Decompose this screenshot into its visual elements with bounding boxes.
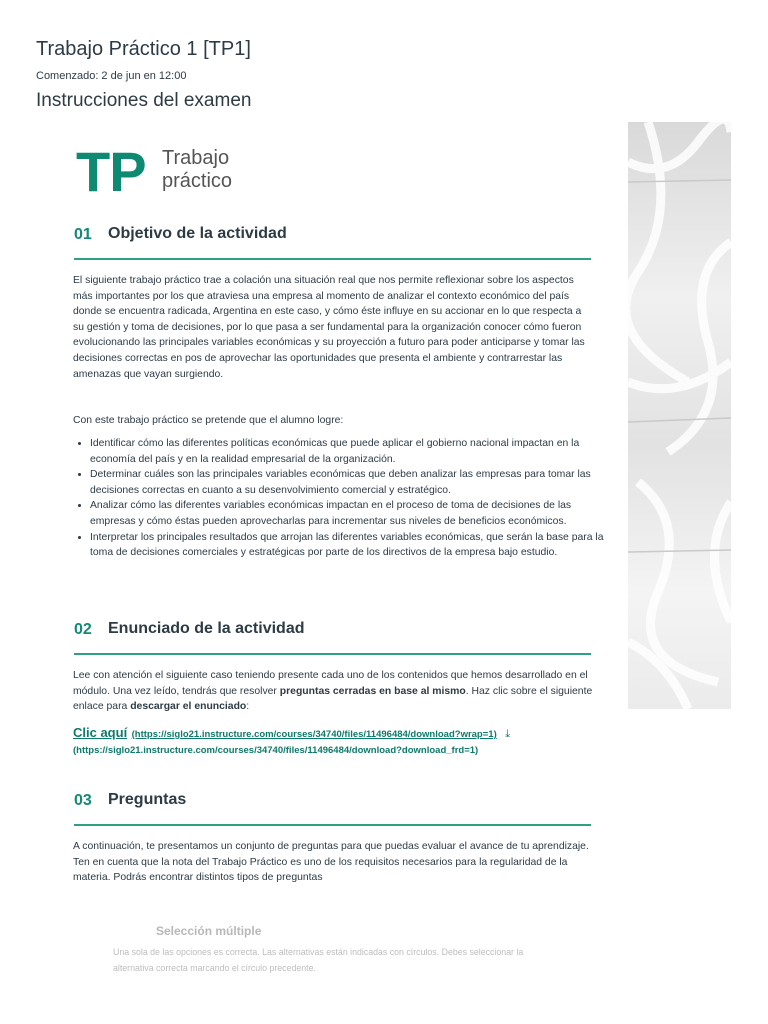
instructions-title: Instrucciones del examen: [36, 90, 252, 111]
statement-paragraph: [73, 668, 593, 715]
section-03-header: [74, 790, 591, 826]
download-icon[interactable]: ⤓: [505, 728, 511, 740]
statement-bold-download: descargar el enunciado: [130, 701, 247, 713]
statement-text: :: [246, 701, 250, 713]
section-title: Preguntas: [108, 791, 187, 808]
click-here-link[interactable]: Clic aquí: [73, 725, 128, 740]
section-title: Enunciado de la actividad: [108, 620, 305, 637]
wrap-url-link[interactable]: (https://siglo21.instructure.com/courses/34740/files/11496484/download?wrap=1): [131, 729, 497, 740]
section-number: 03: [74, 792, 92, 809]
decorative-building-image: [628, 122, 731, 709]
statement-text: . Haz clic sobre el siguiente enlace para: [73, 685, 593, 713]
download-link-block: [73, 724, 613, 756]
questions-paragraph: A continuación, te presentamos un conjunto de preguntas para que puedas evaluar el avance de tu aprendizaje. Ten en cuenta que la nota del Trabajo Práctico es uno de los requisitos necesarios para la regularidad de la materia. Podrás encontrar distintos tipos de preguntas: [73, 841, 589, 884]
list-item: • Identificar cómo las diferentes políticas económicas que puede aplicar el gobierno nacional impactan en la economía del país y en la realidad empresarial de la organización.: [90, 436, 610, 467]
statement-bold-questions: preguntas cerradas en base al mismo: [279, 685, 466, 697]
section-title: Objetivo de la actividad: [108, 225, 287, 242]
page-title: Trabajo Práctico 1 [TP1]: [36, 38, 251, 60]
question-type-text: Una sola de las opciones es correcta. Las alternativas están indicadas con círculos. Debes seleccionar la alternativa correcta marcando el círculo precedente.: [113, 947, 524, 973]
decorative-lattice-icon: [628, 122, 731, 709]
objective-paragraph: El siguiente trabajo práctico trae a colación una situación real que nos permite reflexionar sobre los aspectos más importantes por los que atraviesa una empresa al momento de analizar el contexto económico del país donde se encuentra radicada, Argentina en este caso, y cómo éste influye en su accionar en lo que respecta a su gestión y toma de decisiones, por lo que pasa a ser fundamental para la organización conocer cómo fueron evolucionando las principales variables económicas y su proyección a futuro para poder anticiparse y tomar las decisiones correctas en pos de aprovechar las oportunidades que presenta el ambiente y contrarrestar las amenazas que vayan surgiendo.: [73, 275, 585, 380]
question-type-title: Selección múltiple: [156, 924, 262, 938]
section-01-header: [74, 224, 591, 260]
statement-text: Lee con atención el siguiente caso teniendo presente cada uno de los contenidos que hemos desarrollado en el módulo. Una vez leído, tendrás que resolver: [73, 670, 588, 697]
objective-intro: Con este trabajo práctico se pretende que el alumno logre:: [73, 415, 344, 426]
objective-list: [73, 436, 610, 561]
tp-logo-line2: práctico: [162, 170, 233, 192]
list-item: • Interpretar los principales resultados que arrojan las diferentes variables económicas, que serán la base para la toma de decisiones comerciales y estratégicas por parte de los directivos de la empresa bajo estudio.: [90, 530, 610, 561]
tp-logo-mark: TP: [76, 140, 146, 203]
started-timestamp: Comenzado: 2 de jun en 12:00: [36, 70, 187, 82]
list-item: • Analizar cómo las diferentes variables económicas impactan en el proceso de toma de decisiones de las empresas y cómo éstas pueden aprovecharlas para incrementar sus niveles de beneficios económicos.: [90, 498, 610, 529]
section-number: 02: [74, 621, 92, 638]
list-item: • Determinar cuáles son las principales variables económicas que deben analizar las empresas para tomar las decisiones correctas en cuanto a su desenvolvimiento comercial y estratégico.: [90, 467, 610, 498]
section-number: 01: [74, 226, 92, 243]
section-02-header: [74, 619, 591, 655]
tp-logo-line1: Trabajo: [162, 147, 230, 169]
download-url-link[interactable]: (https://siglo21.instructure.com/courses/34740/files/11496484/download?download_frd=1): [73, 745, 479, 756]
